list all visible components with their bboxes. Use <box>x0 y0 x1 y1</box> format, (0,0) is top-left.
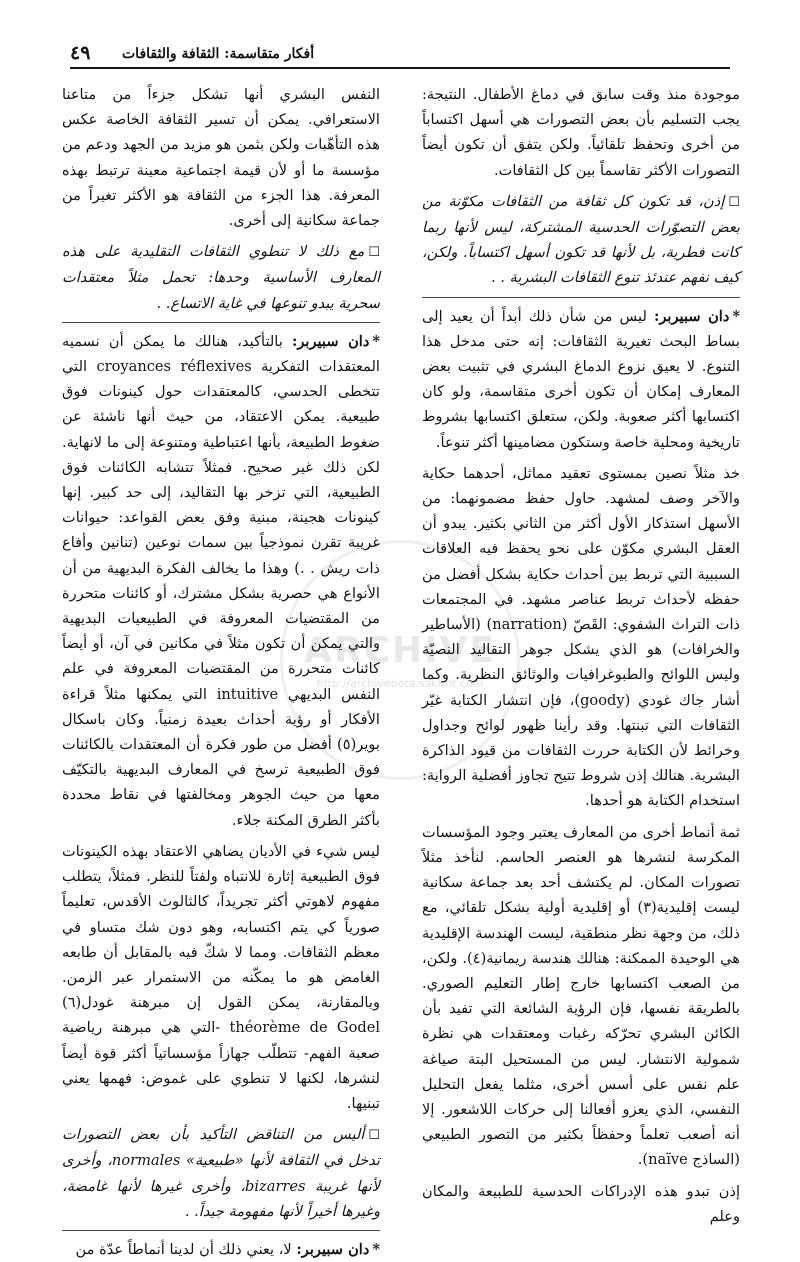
question-text: أليس من التناقض التأكيد بأن بعض التصورات تدخل في الثقافة لأنها «طبيعية» normales، وأخرى لأنها غريبة bizarres، وأخرى غيرها لأنها غامضة، وغيرها أخيراً لأنها مفهومة جيداً. . <box>62 1126 380 1220</box>
running-header <box>70 40 730 76</box>
question-text: مع ذلك لا تنطوي الثقافات التقليدية على هذه المعارف الأساسية وحدها: تحمل مثلاً معتقدات سحرية يبدو تنوعها في غاية الاتساع. . <box>62 243 380 312</box>
header-rule <box>70 67 730 69</box>
question-box-icon: ☐ <box>368 1128 380 1144</box>
speaker-asterisk-icon: * <box>732 307 740 325</box>
question-text: إذن، قد تكون كل ثقافة من الثقافات مكوّنة من بعض التصوّرات الحدسية المشتركة، ليس لأنها ربما كانت فطرية، بل لأنها قد تكون أسهل اكتساباً. ولكن، كيف نفهم عندئذ تنوع الثقافات البشرية . . <box>422 192 740 287</box>
body-paragraph: ليس شيء في الأديان يضاهي الاعتقاد بهذه الكينونات فوق الطبيعية إثارة للانتباه ولفتاً للنظر. فمثلاً، يتطلب مفهوم لاهوتي أكثر تجريداً، كالثالوث الأقدس، تعليماً صورياً كي يتم اكتسابه، وهو دون شك متساو في معظم الثقافات. ومما لا شكّ فيه بالمقابل أن طابعه الغامض هو ما يمكّنه من الاستمرار عبر الزمن. وبالمقارنة، يمكن القول إن مبرهنة غودل(٦) théorème de Godel -التي هي مبرهنة رياضية صعبة الفهم- تتطلّب جهازاً مؤسساتياً أكثر قوة أيضاً لنشرها، لكنها لا تنطوي على غموض: فهمها يعني تبنيها. <box>62 842 380 1112</box>
answer-paragraph <box>62 329 380 833</box>
interviewer-question <box>62 1122 380 1224</box>
answer-text: لا، يعني ذلك أن لدينا أنماطاً عدّة من <box>75 1240 292 1258</box>
left-column <box>62 82 381 1258</box>
speaker-name: دان سبيربر: <box>653 307 730 325</box>
speaker-name: دان سبيربر: <box>296 1240 370 1258</box>
answer-text: بالتأكيد، هنالك ما يمكن أن نسميه المعتقدات التفكرية croyances réflexives التي تتخطى الحدسي، كالمعتقدات حول كينونات فوق طبيعية. يمكن الاعتقاد، من حيث أنها ناشئة عن ضغوط الطبيعة، بأنها اعتباطية ومتنوعة إلى ما لانهاية. لكن ذلك غير صحيح. فمثلاً تتشابه الكائنات فوق الطبيعية، التي تزخر بها التقاليد، إلى حد كبير. إنها كينونات هجينة، مبنية وفق بعض القواعد: حيوانات غريبة تقرن نموذجياً بين سمات نوعين (تنانين وأفاع ذات ريش . .) وهذا ما يخالف الفكرة البديهية من أن الأنواع هي حصرية بشكل مشترك، أو كائنات متحررة من المقتضيات المعروفة في الطبيعيات البديهية والتي يمكن أن تكون مثلاً في مكانين في آن، أو أيضاً كائنات متحررة من المقتضيات المعروفة في علم النفس البديهي intuitive التي يمكنها مثلاً قراءة الأفكار أو رؤية أحداث بعيدة زمنياً. وكان باسكال بوير(٥) أفضل من طور فكرة أن المعتقدات بالكائنات فوق الطبيعية ترسخ في المعارف البديهية بالتكيّف معها من حيث الجوهر ومخالفتها في نقاط محددة بأكثر الطرق المكنة جلاء. <box>62 332 380 829</box>
answer-paragraph <box>62 1237 380 1262</box>
body-paragraph: خذ مثلاً نصين بمستوى تعقيد مماثل، أحدهما حكاية والآخر وصف لمشهد. حاول حفظ مضمونهما: من الأسهل استذكار الأول أكثر من الثاني بكثير. يبدو أن العقل البشري مكوّن على نحو يحفظ فيه العلاقات السببية التي تربط بين أحداث حكاية بشكل أفضل من حفظه لأحداث تربط عناصر مشهد. في المجتمعات ذات التراث الشفوي: القَصّ (narration) (الأساطير والخرافات) هو الذي يشكل جوهر التقاليد النصيّة وليس اللوائح والطبوغرافيات والوثائق النظرية. وكما أشار جاك غودي (goody)، فإن انتشار الكتابة غيّر الثقافات التي تبنتها. وقد رأينا ظهور لوائح وجداول وخرائط لأن الكتابة حررت الثقافات من قيود الذاكرة البشرية. هنالك إذن شروط تتيح تجاوز أفضلية الرواية: استخدام الكتابة هو أحدها. <box>422 464 740 810</box>
question-box-icon: ☐ <box>368 245 380 261</box>
divider <box>62 1230 380 1231</box>
interviewer-question <box>62 239 380 316</box>
watermark-word: ARCHIVE <box>304 630 496 671</box>
speaker-asterisk-icon: * <box>372 1240 380 1258</box>
divider <box>62 322 380 323</box>
question-box-icon: ☐ <box>728 194 740 210</box>
speaker-name: دان سبيربر: <box>291 332 370 350</box>
page-number: ٤٩ <box>70 42 96 64</box>
interviewer-question <box>422 189 740 291</box>
speaker-asterisk-icon: * <box>372 332 381 350</box>
body-paragraph: إذن تبدو هذه الإدراكات الحدسية للطبيعة والمكان وعلم <box>422 1182 740 1225</box>
running-title: أفكار متقاسمة: الثقافة والثقافات <box>116 46 320 62</box>
watermark-url: http://archivebeta.sakhrit.com <box>316 677 484 690</box>
right-column <box>422 82 740 1225</box>
body-paragraph: موجودة منذ وقت سابق في دماغ الأطفال. النتيجة: يجب التسليم بأن بعض التصورات هي أسهل اكتساباً من أخرى وتحفظ تلقائياً. ولكن يتفق أن تكون أيضاً التصورات الأكثر تقاسماً بين كل الثقافات. <box>422 86 740 179</box>
body-paragraph: ثمة أنماط أخرى من المعارف يعتبر وجود المؤسسات المكرسة لنشرها هو العنصر الحاسم. لنأخذ مثلاً تصورات المكان. لم يكتشف أحد بعد جماعة سكانية ليست إقليدية(٣) أو إقليدية أولية بشكل تلقائي، مع ذلك، من وجهة نظر منطقية، ليست الهندسة الإقليدية هي الوحيدة الممكنة: هنالك هندسة ريمانية(٤). ولكن، من الصعب اكتسابها خارج إطار التعليم الصوري. بالطريقة نفسها، فإن الرؤية الشائعة التي تفيد بأن الكائن البشري تحرّكه رغبات ومعتقدات هي نظرة شمولية الانتشار. ليس من المستحيل البتة صياغة علم نفس على أسس أخرى، مثلما يفعل التحليل النفسي، الذي يعزو أفعالنا إلى حركات اللاشعور. إلا أنه أصعب تعلماً وحفظاً بكثير من التصور الطبيعي (الساذج naïve). <box>422 823 740 1169</box>
answer-paragraph <box>422 304 740 455</box>
answer-text: ليس من شأن ذلك أبداً أن يعيد إلى بساط البحث تغيرية الثقافات: إنه حتى مدخل هذا التنوع. لا يعيق نزوع الدماغ البشري في تثبيت بعض المعارف إمكان أن تكون أخرى متقاسمة، ولو كان اكتسابها أكثر صعوبة. ولكن، ستعلق اكتسابها بشروط تاريخية ومحلية خاصة وستكون مضامينها أكثر تنوعاً. <box>422 307 740 451</box>
divider <box>422 297 740 298</box>
body-paragraph: النفس البشري أنها تشكل جزءاً من متاعنا الاستعرافي. يمكن أن تسير الثقافة الخاصة عكس هذه التأهّبات ولكن بثمن هو مزيد من الجهد ودعم من مؤسسة ما أو لأن قيمة اجتماعية معينة ترتبط بهذه المعرفة. هذا الجزء من الثقافة هو الأكثر تغيراً من جماعة سكانية إلى أخرى. <box>62 86 380 230</box>
